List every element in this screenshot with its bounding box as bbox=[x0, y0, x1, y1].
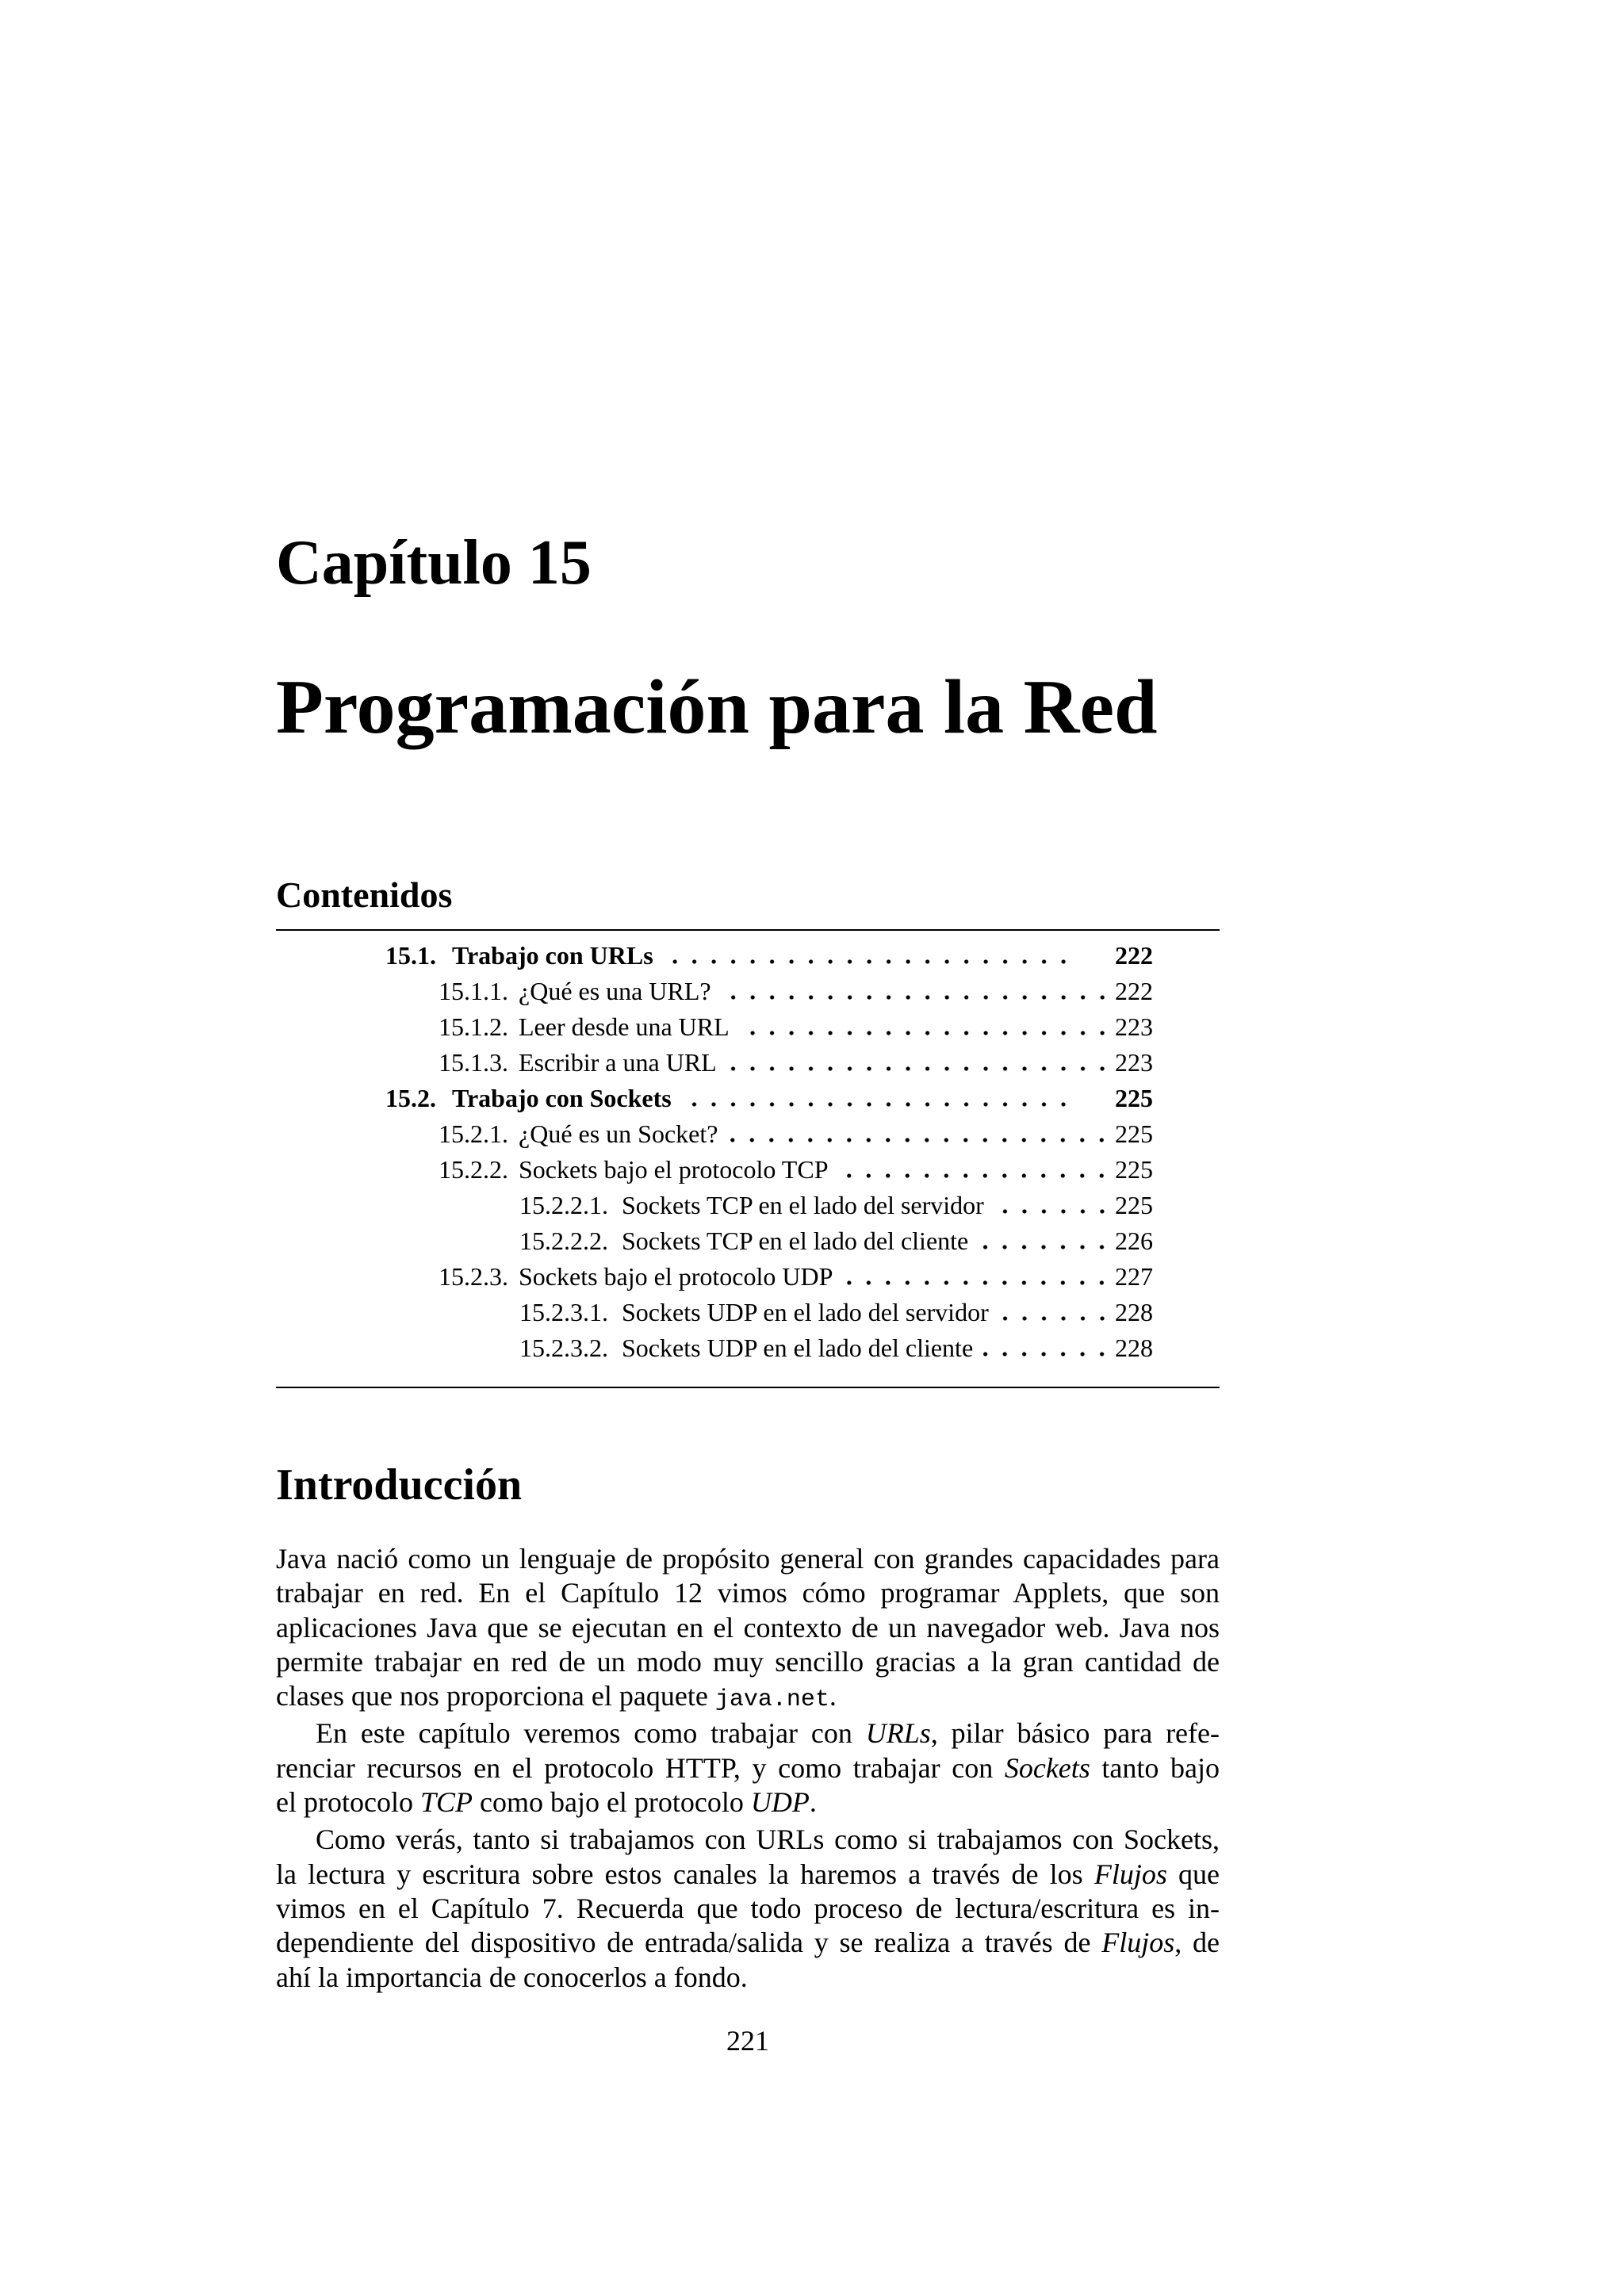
toc-entry-number: 15.2.2.1. bbox=[519, 1191, 608, 1219]
text-line bbox=[276, 1716, 1220, 1751]
text-line bbox=[276, 1576, 1220, 1610]
toc-entry-title: ¿Qué es una URL? bbox=[519, 977, 711, 1005]
toc-entry-number: 15.2.3. bbox=[439, 1262, 508, 1291]
toc-entry-page: 226 bbox=[1115, 1226, 1153, 1255]
toc-dot-leader bbox=[680, 1099, 1073, 1107]
toc-dot-leader bbox=[719, 992, 1112, 1000]
toc-entry-page: 225 bbox=[1115, 1191, 1153, 1219]
toc-entry-page: 223 bbox=[1115, 1048, 1153, 1077]
toc-entry bbox=[276, 1330, 1220, 1366]
emphasis: UDP bbox=[750, 1786, 810, 1819]
toc-dot-leader bbox=[726, 1135, 1112, 1142]
text-run: la lectura y escritura sobre estos canales la haremos a través de los bbox=[276, 1858, 1094, 1890]
toc-entry-number: 15.1.1. bbox=[439, 977, 508, 1005]
toc-entry bbox=[276, 1188, 1220, 1223]
chapter-title: Programación para la Red bbox=[276, 664, 1158, 750]
toc-entry-title: Escribir a una URL bbox=[519, 1048, 717, 1077]
text-line bbox=[276, 1785, 1220, 1820]
toc-entry-title: Sockets bajo el protocolo UDP bbox=[519, 1262, 833, 1291]
toc-entry-number: 15.1.2. bbox=[439, 1012, 508, 1041]
toc-entry-title: Leer desde una URL bbox=[519, 1012, 730, 1041]
text-run: trabajar en red. En el Capítulo 12 vimos cómo programar Applets, que son bbox=[276, 1577, 1220, 1609]
text-run: renciar recursos en el protocolo HTTP, y como trabajar con bbox=[276, 1751, 1005, 1784]
toc-entry-number: 15.2. bbox=[385, 1084, 436, 1112]
toc-entry-page: 227 bbox=[1115, 1262, 1153, 1291]
toc-entry bbox=[276, 1116, 1220, 1152]
toc-entry-page: 222 bbox=[1115, 941, 1153, 970]
toc-dot-leader bbox=[661, 956, 1073, 964]
text-run: aplicaciones Java que se ejecutan en el contexto de un navegador web. Java nos bbox=[276, 1611, 1220, 1644]
text-run: . bbox=[809, 1786, 817, 1819]
toc-entry-page: 228 bbox=[1115, 1298, 1153, 1326]
toc-entry-page: 225 bbox=[1115, 1084, 1153, 1112]
toc-entry bbox=[276, 1259, 1220, 1295]
paragraph bbox=[276, 1823, 1220, 1994]
emphasis: URLs bbox=[865, 1717, 931, 1750]
contents-bottom-rule bbox=[276, 1387, 1220, 1388]
toc-entry bbox=[276, 1295, 1220, 1330]
text-run: vimos en el Capítulo 7. Recuerda que todo proceso de lectura/escritura es in- bbox=[276, 1892, 1220, 1924]
toc-entry bbox=[276, 938, 1220, 974]
toc-entry bbox=[276, 974, 1220, 1009]
toc-dot-leader bbox=[737, 1027, 1112, 1035]
emphasis: Flujos bbox=[1094, 1858, 1167, 1890]
toc-entry bbox=[276, 1152, 1220, 1188]
text-line bbox=[276, 1892, 1220, 1926]
toc-entry-number: 15.2.2.2. bbox=[519, 1226, 608, 1255]
text-run: clases que nos proporciona el paquete bbox=[276, 1680, 715, 1712]
toc-entry-title: Sockets TCP en el lado del servidor bbox=[622, 1191, 984, 1219]
contents-heading: Contenidos bbox=[276, 874, 453, 915]
toc-entry-page: 223 bbox=[1115, 1012, 1153, 1041]
toc-entry-title: Sockets bajo el protocolo TCP bbox=[519, 1155, 829, 1184]
text-line bbox=[276, 1961, 1220, 1995]
contents-top-rule bbox=[276, 929, 1220, 931]
toc-entry-title: Sockets UDP en el lado del servidor bbox=[622, 1298, 989, 1326]
toc-entry bbox=[276, 1045, 1220, 1081]
text-run: Como verás, tanto si trabajamos con URLs como si trabajamos con Sockets, bbox=[316, 1823, 1220, 1856]
text-line bbox=[276, 1611, 1220, 1645]
toc-entry-title: Sockets UDP en el lado del cliente bbox=[622, 1334, 974, 1362]
text-run: En este capítulo veremos como trabajar con bbox=[316, 1717, 866, 1750]
toc-entry bbox=[276, 1223, 1220, 1259]
toc-entry-title: Trabajo con URLs bbox=[452, 941, 653, 970]
toc-dot-leader bbox=[836, 1170, 1112, 1178]
section-heading: Introducción bbox=[276, 1460, 523, 1510]
text-run: dependiente del dispositivo de entrada/salida y se realiza a través de bbox=[276, 1927, 1102, 1959]
text-line bbox=[276, 1645, 1220, 1679]
text-line bbox=[276, 1751, 1220, 1785]
paragraph bbox=[276, 1542, 1220, 1713]
toc-dot-leader bbox=[725, 1063, 1112, 1071]
text-run: , pilar básico para refe- bbox=[930, 1717, 1220, 1750]
chapter-label: Capítulo 15 bbox=[276, 528, 592, 598]
toc-entry-number: 15.1.3. bbox=[439, 1048, 508, 1077]
toc-entry bbox=[276, 1081, 1220, 1116]
toc-entry-title: Sockets TCP en el lado del cliente bbox=[622, 1226, 969, 1255]
section-body bbox=[276, 1542, 1220, 1995]
toc-entry-number: 15.2.2. bbox=[439, 1155, 508, 1184]
inline-code: java.net bbox=[714, 1686, 829, 1714]
text-run: permite trabajar en red de un modo muy sencillo gracias a la gran cantidad de bbox=[276, 1645, 1220, 1678]
toc-entry bbox=[276, 1009, 1220, 1045]
text-line bbox=[276, 1679, 1220, 1713]
toc-dot-leader bbox=[981, 1349, 1112, 1357]
toc-entry-number: 15.2.3.2. bbox=[519, 1334, 608, 1362]
toc-entry-page: 228 bbox=[1115, 1334, 1153, 1362]
toc-entry-page: 222 bbox=[1115, 977, 1153, 1005]
text-run: el protocolo bbox=[276, 1786, 420, 1819]
toc-dot-leader bbox=[976, 1242, 1112, 1249]
toc-entry-page: 225 bbox=[1115, 1155, 1153, 1184]
text-line bbox=[276, 1858, 1220, 1892]
toc-dot-leader bbox=[992, 1206, 1112, 1214]
toc-entry-title: Trabajo con Sockets bbox=[452, 1084, 672, 1112]
emphasis: Flujos bbox=[1101, 1927, 1175, 1959]
paragraph bbox=[276, 1716, 1220, 1820]
page-number: 221 bbox=[726, 2025, 769, 2057]
emphasis: TCP bbox=[419, 1786, 473, 1819]
toc-dot-leader bbox=[997, 1313, 1112, 1321]
text-line bbox=[276, 1926, 1220, 1960]
toc-entry-title: ¿Qué es un Socket? bbox=[519, 1119, 718, 1148]
text-run: que bbox=[1166, 1858, 1220, 1890]
text-run: . bbox=[829, 1680, 837, 1712]
text-run: Java nació como un lenguaje de propósito general con grandes capacidades para bbox=[276, 1543, 1220, 1575]
text-line bbox=[276, 1542, 1220, 1576]
text-run: , de bbox=[1174, 1927, 1220, 1959]
toc-entry-number: 15.2.1. bbox=[439, 1119, 508, 1148]
toc-entry-number: 15.2.3.1. bbox=[519, 1298, 608, 1326]
text-run: tanto bajo bbox=[1090, 1751, 1220, 1784]
text-run: como bajo el protocolo bbox=[472, 1786, 751, 1819]
toc-entry-page: 225 bbox=[1115, 1119, 1153, 1148]
toc-dot-leader bbox=[841, 1277, 1112, 1285]
emphasis: Sockets bbox=[1004, 1751, 1090, 1784]
toc-entry-number: 15.1. bbox=[385, 941, 436, 970]
text-line bbox=[276, 1823, 1220, 1857]
text-run: ahí la importancia de conocerlos a fondo. bbox=[276, 1961, 748, 1993]
table-of-contents bbox=[276, 938, 1220, 1366]
